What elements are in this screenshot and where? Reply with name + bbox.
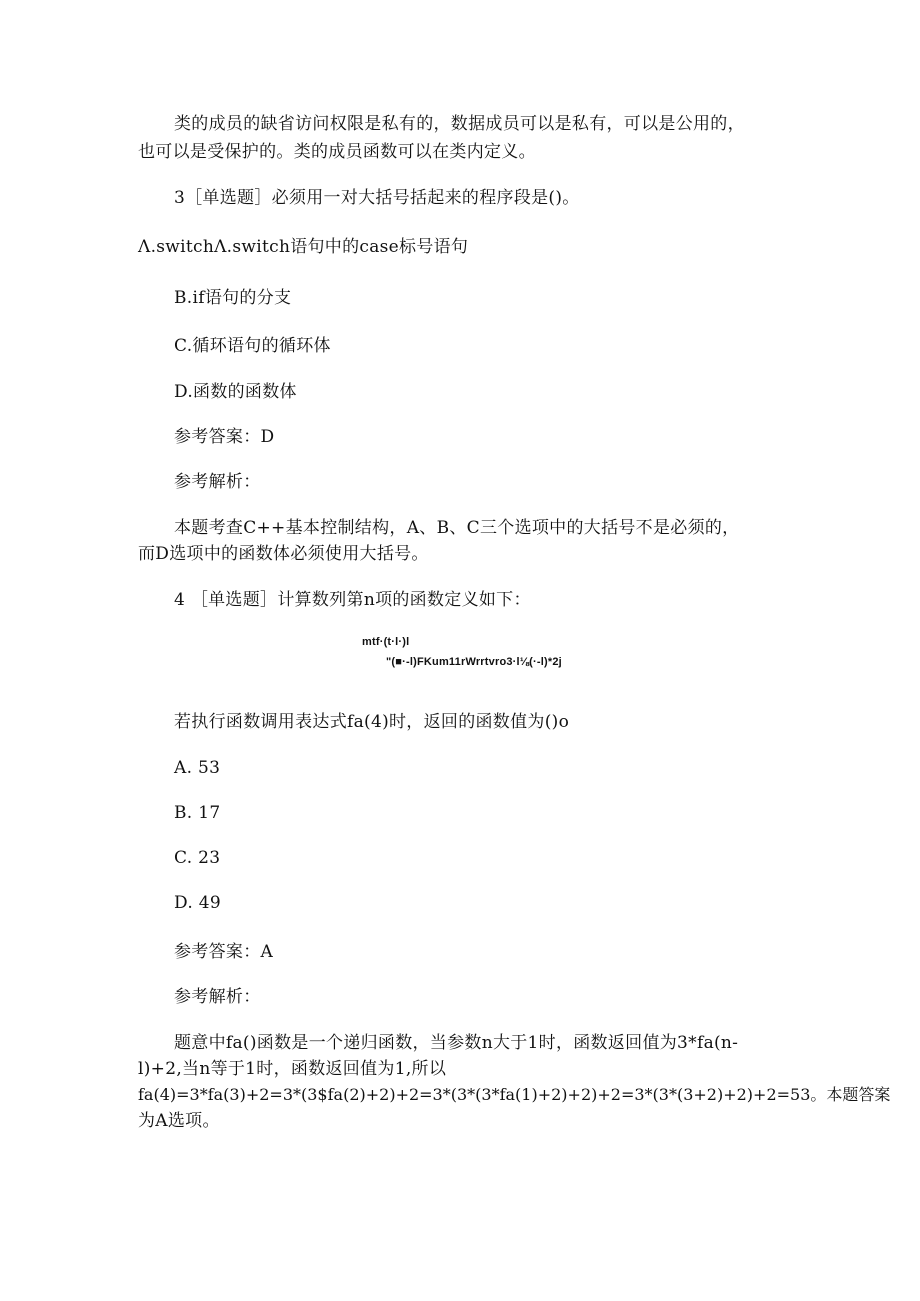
q4-option-b: B. 17	[174, 803, 221, 823]
q3-analysis-line-1: 本题考查C++基本控制结构，A、B、C三个选项中的大括号不是必须的，	[174, 518, 740, 538]
q4-analysis-line-3: fa(4)=3*fa(3)+2=3*(3$fa(2)+2)+2=3*(3*(3*fa(1)+2)+2)+2=3*(3*(3+2)+2)+2=53。本题答案	[138, 1085, 891, 1104]
q4-option-d: D. 49	[174, 893, 221, 913]
q3-stem: 3［单选题］必须用一对大括号括起来的程序段是()。	[174, 188, 580, 208]
q3-option-d: D.函数的函数体	[174, 382, 297, 402]
q4-stem: 4 ［单选题］计算数列第n项的函数定义如下：	[174, 590, 531, 610]
q3-answer: 参考答案：D	[174, 427, 275, 447]
q4-option-c: C. 23	[174, 848, 221, 868]
q3-option-b: B.if语句的分支	[174, 288, 292, 308]
q3-analysis-label: 参考解析：	[174, 472, 261, 492]
q3-option-c: C.循环语句的循环体	[174, 336, 331, 356]
q3-analysis-line-2: 而D选项中的函数体必须使用大括号。	[138, 544, 429, 564]
intro-line-1: 类的成员的缺省访问权限是私有的，数据成员可以是私有，可以是公用的，	[174, 114, 745, 134]
q4-analysis-line-1: 题意中fa()函数是一个递归函数，当参数n大于1时，函数返回值为3*fa(n-	[174, 1033, 739, 1053]
q3-option-a: Λ.switchΛ.switch语句中的case标号语句	[138, 237, 469, 257]
q4-analysis-line-4: 为A选项。	[138, 1111, 220, 1131]
q4-code-line-1: mtf·(t·l·)l	[362, 636, 410, 648]
q4-option-a: A. 53	[174, 758, 221, 778]
q4-answer: 参考答案：A	[174, 942, 274, 962]
q4-question: 若执行函数调用表达式fa(4)时，返回的函数值为()o	[174, 712, 570, 732]
q4-analysis-line-2: l)+2,当n等于1时，函数返回值为1,所以	[138, 1059, 447, 1079]
intro-line-2: 也可以是受保护的。类的成员函数可以在类内定义。	[138, 142, 536, 162]
q4-code-line-2: "(■·-l)FKum11rWrrtvro3·l⅛(·-l)*2j	[386, 656, 562, 668]
q4-analysis-label: 参考解析：	[174, 987, 261, 1007]
